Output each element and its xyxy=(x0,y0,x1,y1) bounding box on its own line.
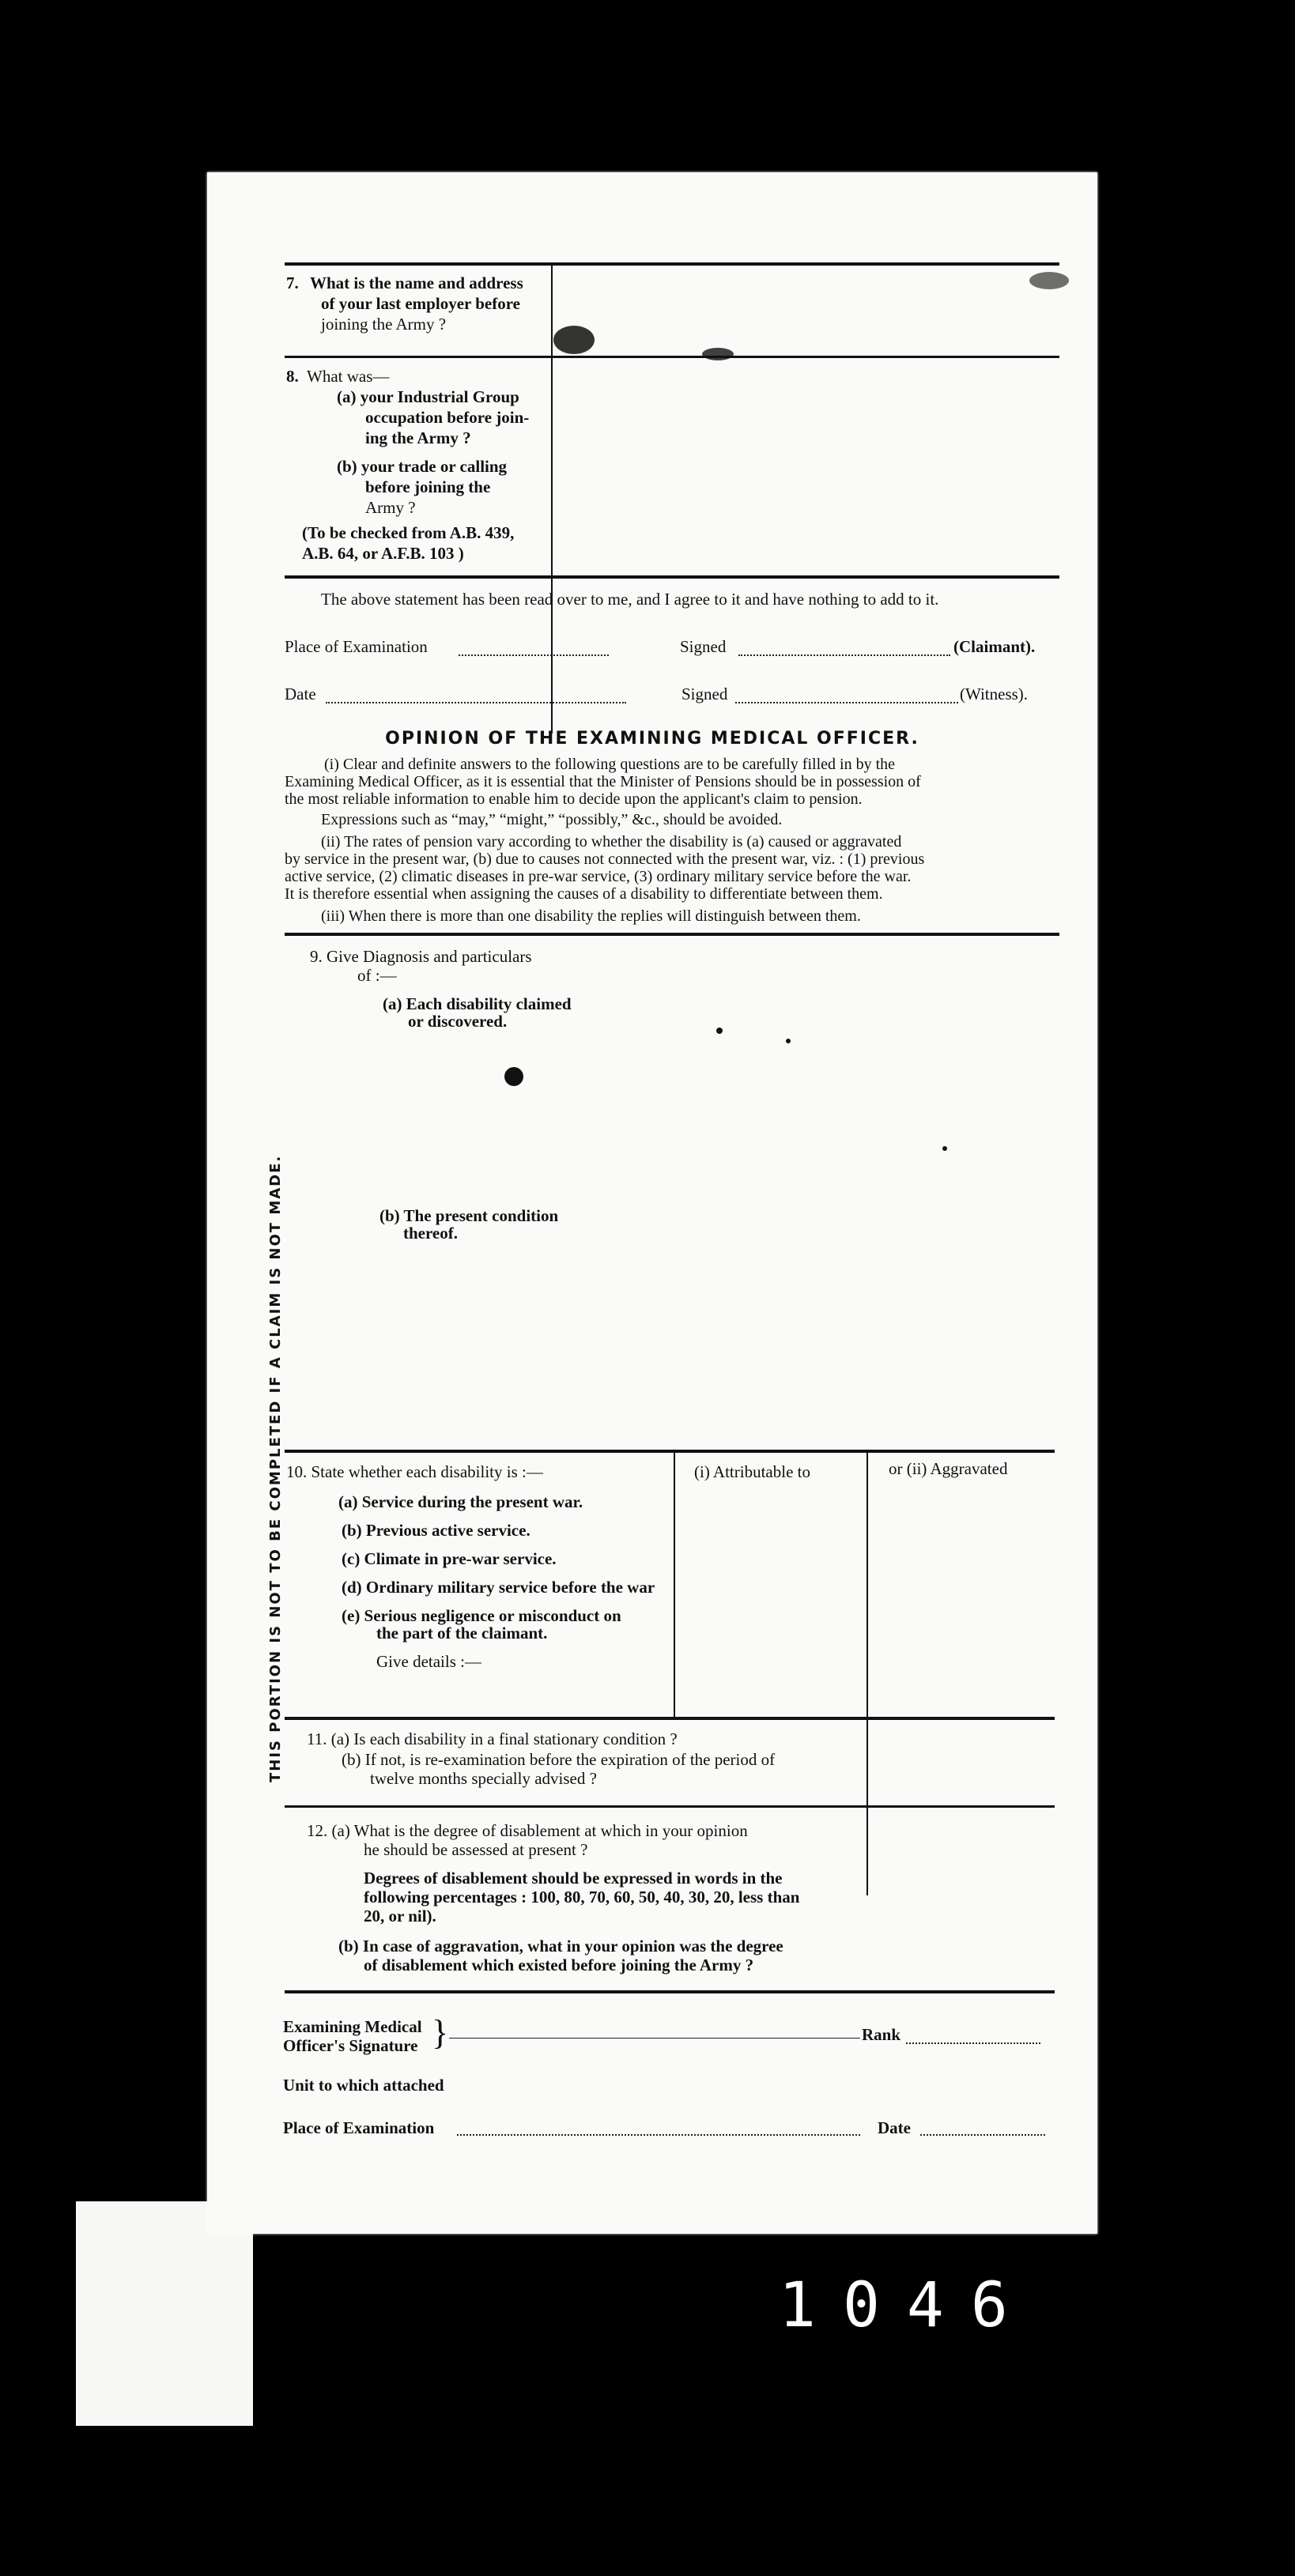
q10-d: (d) Ordinary military service before the war xyxy=(342,1578,655,1597)
ink-blot xyxy=(504,1067,523,1086)
q10-e2: the part of the claimant. xyxy=(376,1624,548,1643)
q12-a1: 12. (a) What is the degree of disablement at which in your opinion xyxy=(307,1821,748,1840)
top-rule xyxy=(285,262,1059,266)
side-note: THIS PORTION IS NOT TO BE COMPLETED IF A CLAIM IS NOT MADE. xyxy=(267,1154,284,1782)
q10-rule xyxy=(285,1717,1055,1720)
section-heading: OPINION OF THE EXAMINING MEDICAL OFFICER. xyxy=(385,729,919,749)
date-field[interactable] xyxy=(326,702,626,703)
q8-c1: (To be checked from A.B. 439, xyxy=(302,523,515,542)
q7-line2: of your last employer before xyxy=(321,294,520,313)
q8-b3: Army ? xyxy=(365,498,416,517)
q10-details: Give details :— xyxy=(376,1652,481,1671)
emo-label-2: Officer's Signature xyxy=(283,2036,418,2055)
q8-c2: A.B. 64, or A.F.B. 103 ) xyxy=(302,544,464,563)
q7-rule xyxy=(285,356,1059,358)
q8-title: What was— xyxy=(307,367,390,386)
ink-blot xyxy=(1029,272,1069,289)
q11-b2: twelve months specially advised ? xyxy=(370,1769,597,1788)
q12-a2: he should be assessed at present ? xyxy=(364,1840,588,1859)
q12-d3: 20, or nil). xyxy=(364,1907,436,1925)
q9-a1: (a) Each disability claimed xyxy=(383,994,572,1013)
emo-label-1: Examining Medical xyxy=(283,2017,422,2036)
instr-ii3: active service, (2) climatic diseases in pre-war service, (3) ordinary military service before the war. xyxy=(285,868,912,885)
q9-line1: 9. Give Diagnosis and particulars xyxy=(310,947,532,966)
q12-b2: of disablement which existed before joining the Army ? xyxy=(364,1956,754,1974)
q10-b: (b) Previous active service. xyxy=(342,1521,530,1540)
q8-b2: before joining the xyxy=(365,477,491,496)
emo-signature-field[interactable] xyxy=(449,2038,860,2039)
ink-blot xyxy=(702,348,734,360)
instr-iii: (iii) When there is more than one disability the replies will distinguish between them. xyxy=(321,907,861,925)
signed-witness-label: Signed xyxy=(681,685,728,703)
instr-ii4: It is therefore essential when assigning the causes of a disability to differentiate between them. xyxy=(285,885,883,903)
place-field[interactable] xyxy=(459,654,609,656)
page-stamp: 1046 xyxy=(779,2270,1035,2341)
date-label: Date xyxy=(285,685,316,703)
q9-line2: of :— xyxy=(357,966,397,985)
rank-label: Rank xyxy=(862,2025,901,2044)
instr-ii2: by service in the present war, (b) due to causes not connected with the present war, viz. : (1) previous xyxy=(285,850,925,868)
ink-blot xyxy=(786,1039,791,1043)
ink-blot xyxy=(553,326,595,354)
q8-num: 8. xyxy=(286,367,299,386)
witness-label: (Witness). xyxy=(960,685,1029,703)
q8-a3: ing the Army ? xyxy=(365,428,471,447)
q11-rule xyxy=(285,1805,1055,1808)
instr-ii1: (ii) The rates of pension vary according to whether the disability is (a) caused or aggravated xyxy=(321,833,902,850)
claimant-signature-field[interactable] xyxy=(738,654,950,656)
ink-blot xyxy=(942,1146,947,1151)
q9-a2: or discovered. xyxy=(408,1012,508,1031)
ink-blot xyxy=(716,1028,723,1034)
q12-d1: Degrees of disablement should be expressed in words in the xyxy=(364,1869,783,1888)
q12-b1: (b) In case of aggravation, what in your opinion was the degree xyxy=(338,1937,783,1956)
q8-b1: (b) your trade or calling xyxy=(337,457,508,476)
q10-a: (a) Service during the present war. xyxy=(338,1492,583,1511)
q9-rule xyxy=(285,1450,1055,1453)
q8-a1: (a) your Industrial Group xyxy=(337,387,519,406)
instr-rule xyxy=(285,933,1059,936)
q7-line3: joining the Army ? xyxy=(321,315,447,334)
rank-field[interactable] xyxy=(906,2042,1040,2044)
q11-a: 11. (a) Is each disability in a final stationary condition ? xyxy=(307,1729,678,1748)
q10-c: (c) Climate in pre-war service. xyxy=(342,1549,557,1568)
q10-line1: 10. State whether each disability is :— xyxy=(286,1462,543,1481)
q9-b1: (b) The present condition xyxy=(379,1206,559,1225)
instr-i1: (i) Clear and definite answers to the following questions are to be carefully filled in by the xyxy=(324,756,896,773)
footer-date-label: Date xyxy=(878,2118,911,2137)
column-divider xyxy=(551,266,553,734)
witness-signature-field[interactable] xyxy=(735,702,958,703)
form-page xyxy=(207,172,1097,2234)
footer-place-field[interactable] xyxy=(457,2134,860,2136)
q10-col1: (i) Attributable to xyxy=(694,1462,810,1481)
q7-line1: 7. xyxy=(286,273,299,292)
q10-col2: or (ii) Aggravated xyxy=(889,1459,1008,1478)
paper-slip xyxy=(76,2201,253,2426)
footer-place-label: Place of Examination xyxy=(283,2118,435,2137)
brace: } xyxy=(432,2013,449,2052)
q11-b1: (b) If not, is re-examination before the expiration of the period of xyxy=(342,1750,776,1769)
q12-d2: following percentages : 100, 80, 70, 60, 50, 40, 30, 20, less than xyxy=(364,1888,800,1907)
q7-line1-text: What is the name and address xyxy=(310,273,523,292)
q10-col-divider-1 xyxy=(674,1453,675,1718)
footer-date-field[interactable] xyxy=(920,2134,1045,2136)
q10-e1: (e) Serious negligence or misconduct on xyxy=(342,1606,621,1625)
instr-i3: the most reliable information to enable him to decide upon the applicant's claim to pension. xyxy=(285,790,863,808)
q10-col-divider-2 xyxy=(866,1453,868,1895)
signed-claimant-label: Signed xyxy=(680,637,727,656)
q8-a2: occupation before join- xyxy=(365,408,530,427)
q8-rule xyxy=(285,575,1059,579)
statement: The above statement has been read over to me, and I agree to it and have nothing to add to it. xyxy=(321,590,939,609)
instr-i2: Examining Medical Officer, as it is essential that the Minister of Pensions should be in possession of xyxy=(285,773,921,790)
claimant-label: (Claimant). xyxy=(953,637,1036,656)
instr-i4: Expressions such as “may,” “might,” “possibly,” &c., should be avoided. xyxy=(321,811,783,828)
unit-label: Unit to which attached xyxy=(283,2076,444,2095)
q9-b2: thereof. xyxy=(403,1224,458,1243)
place-of-exam-label: Place of Examination xyxy=(285,637,428,656)
q12-rule xyxy=(285,1990,1055,1993)
